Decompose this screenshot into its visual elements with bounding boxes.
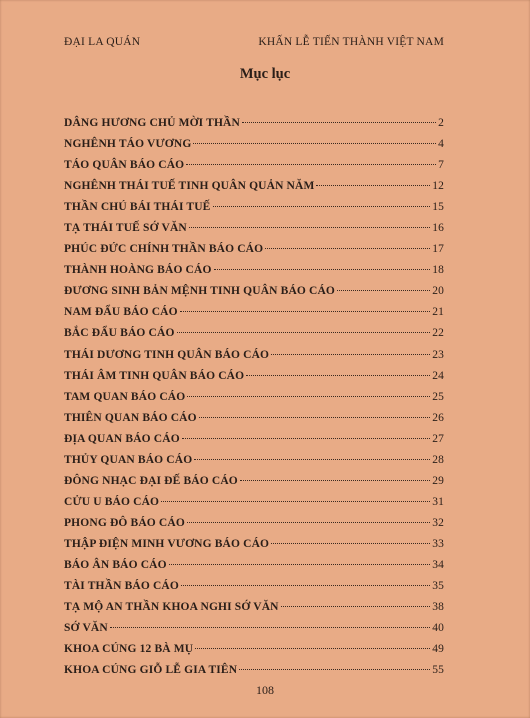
dot-leader [265, 248, 430, 249]
toc-entry-title: DÂNG HƯƠNG CHỦ MỜI THẦN [64, 117, 240, 129]
dot-leader [189, 227, 430, 228]
toc-entry-page: 34 [432, 558, 444, 571]
toc-entry-title: PHÚC ĐỨC CHÍNH THẦN BÁO CÁO [64, 243, 264, 256]
toc-entry-title: THÁI DƯƠNG TINH QUÂN BÁO CÁO [64, 348, 270, 361]
toc-entry [64, 475, 444, 496]
toc-entry-title: KHOA CÚNG 12 BÀ MỤ [64, 643, 194, 656]
toc-entry-page: 32 [432, 516, 444, 529]
toc-entry [64, 243, 444, 264]
toc-entry-page: 17 [432, 243, 444, 256]
toc-entry-page: 2 [438, 117, 444, 129]
toc-entry [64, 496, 444, 517]
toc-entry-page: 12 [432, 180, 444, 193]
toc-entry-title: BẮC ĐẨU BÁO CÁO [64, 327, 175, 340]
toc-entry-page: 21 [432, 306, 444, 319]
toc-entry [64, 264, 444, 285]
toc-entry [64, 601, 444, 622]
toc-entry-title: ĐÔNG NHẠC ĐẠI ĐẾ BÁO CÁO [64, 474, 238, 487]
toc-entry [64, 412, 444, 433]
toc-entry-page: 4 [438, 138, 444, 151]
toc-entry-title: KHOA CÚNG GIỖ LỄ GIA TIÊN [64, 664, 238, 677]
header-right: KHẤN LỄ TIẾN THÀNH VIỆT NAM [258, 36, 444, 48]
toc-entry-title: PHONG ĐÔ BÁO CÁO [64, 516, 185, 529]
dot-leader [182, 438, 430, 439]
toc-entry-title: SỚ VĂN [64, 622, 108, 635]
toc-entry [64, 622, 444, 643]
toc-entry-title: TẠ THÁI TUẾ SỚ VĂN [64, 222, 187, 235]
page-number: 108 [256, 683, 274, 697]
dot-leader [316, 185, 430, 186]
toc-entry-page: 27 [432, 432, 444, 445]
toc-entry [64, 222, 444, 243]
header-left: ĐẠI LA QUÁN [64, 36, 141, 48]
toc-entry [64, 306, 444, 327]
dot-leader [337, 290, 430, 291]
toc-entry-title: THẦN CHÚ BÁI THÁI TUẾ [64, 201, 211, 214]
toc-entry-title: ĐƯƠNG SINH BẢN MỆNH TINH QUÂN BÁO CÁO [64, 285, 336, 298]
dot-leader [271, 543, 430, 544]
toc-entry-page: 40 [432, 622, 444, 635]
toc-entry-page: 49 [432, 643, 444, 656]
toc-entry [64, 327, 444, 348]
toc-entry [64, 391, 444, 412]
toc-entry [64, 370, 444, 391]
toc-entry [64, 538, 444, 559]
dot-leader [271, 354, 430, 355]
toc-entry [64, 201, 444, 222]
toc-entry [64, 285, 444, 306]
toc-entry-page: 26 [432, 411, 444, 424]
toc-entry [64, 580, 444, 601]
toc-entry [64, 138, 444, 159]
dot-leader [194, 459, 430, 460]
dot-leader [246, 375, 430, 376]
dot-leader [187, 522, 430, 523]
table-of-contents [64, 117, 444, 685]
dot-leader [213, 206, 431, 207]
dot-leader [214, 269, 431, 270]
dot-leader [199, 417, 430, 418]
toc-entry-title: NGHÊNH TÁO VƯƠNG [64, 138, 192, 151]
dot-leader [180, 311, 430, 312]
toc-entry-page: 38 [432, 601, 444, 614]
toc-entry-page: 25 [432, 390, 444, 403]
dot-leader [186, 164, 436, 165]
toc-entry-title: THẬP ĐIỆN MINH VƯƠNG BÁO CÁO [64, 537, 270, 550]
toc-entry [64, 159, 444, 180]
toc-entry-title: THÁI ÂM TINH QUÂN BÁO CÁO [64, 369, 245, 382]
toc-entry-page: 22 [432, 327, 444, 340]
toc-entry-title: TẠ MỘ AN THẦN KHOA NGHI SỚ VĂN [64, 601, 279, 614]
toc-entry-page: 28 [432, 453, 444, 466]
toc-entry-title: BÁO ÂN BÁO CÁO [64, 558, 167, 571]
dot-leader [169, 564, 430, 565]
toc-entry-title: THÀNH HOÀNG BÁO CÁO [64, 264, 212, 277]
dot-leader [242, 122, 436, 123]
toc-entry-title: NAM ĐẨU BÁO CÁO [64, 306, 178, 319]
dot-leader [187, 396, 430, 397]
toc-entry [64, 117, 444, 138]
toc-entry-page: 29 [432, 474, 444, 487]
toc-entry [64, 180, 444, 201]
dot-leader [193, 143, 436, 144]
toc-entry-title: TAM QUAN BÁO CÁO [64, 390, 186, 403]
toc-entry-page: 23 [432, 348, 444, 361]
dot-leader [181, 585, 430, 586]
toc-entry-title: NGHÊNH THÁI TUẾ TINH QUÂN QUẢN NĂM [64, 180, 315, 193]
toc-entry-title: CỬU U BÁO CÁO [64, 495, 160, 508]
toc-entry-page: 20 [432, 285, 444, 298]
running-header [64, 36, 444, 48]
toc-entry-page: 18 [432, 264, 444, 277]
toc-entry-page: 15 [432, 201, 444, 214]
page-title: Mục lục [239, 66, 291, 82]
dot-leader [195, 648, 430, 649]
toc-entry-title: TÁO QUÂN BÁO CÁO [64, 159, 185, 172]
toc-entry-title: TÀI THẦN BÁO CÁO [64, 580, 179, 593]
toc-entry [64, 643, 444, 664]
toc-entry-page: 16 [432, 222, 444, 235]
dot-leader [161, 501, 430, 502]
toc-entry-page: 31 [432, 495, 444, 508]
dot-leader [240, 480, 430, 481]
toc-entry-page: 33 [432, 537, 444, 550]
toc-entry-title: ĐỊA QUAN BÁO CÁO [64, 432, 180, 445]
toc-entry-title: THIÊN QUAN BÁO CÁO [64, 411, 197, 424]
dot-leader [281, 606, 431, 607]
dot-leader [239, 669, 430, 670]
toc-entry [64, 454, 444, 475]
toc-entry [64, 433, 444, 454]
toc-entry [64, 517, 444, 538]
toc-entry-page: 55 [432, 664, 444, 677]
toc-entry-title: THỦY QUAN BÁO CÁO [64, 453, 193, 466]
toc-entry-page: 35 [432, 580, 444, 593]
toc-entry [64, 559, 444, 580]
toc-entry [64, 349, 444, 370]
toc-entry-page: 24 [432, 369, 444, 382]
dot-leader [110, 627, 430, 628]
toc-entry-page: 7 [438, 159, 444, 172]
dot-leader [177, 332, 431, 333]
